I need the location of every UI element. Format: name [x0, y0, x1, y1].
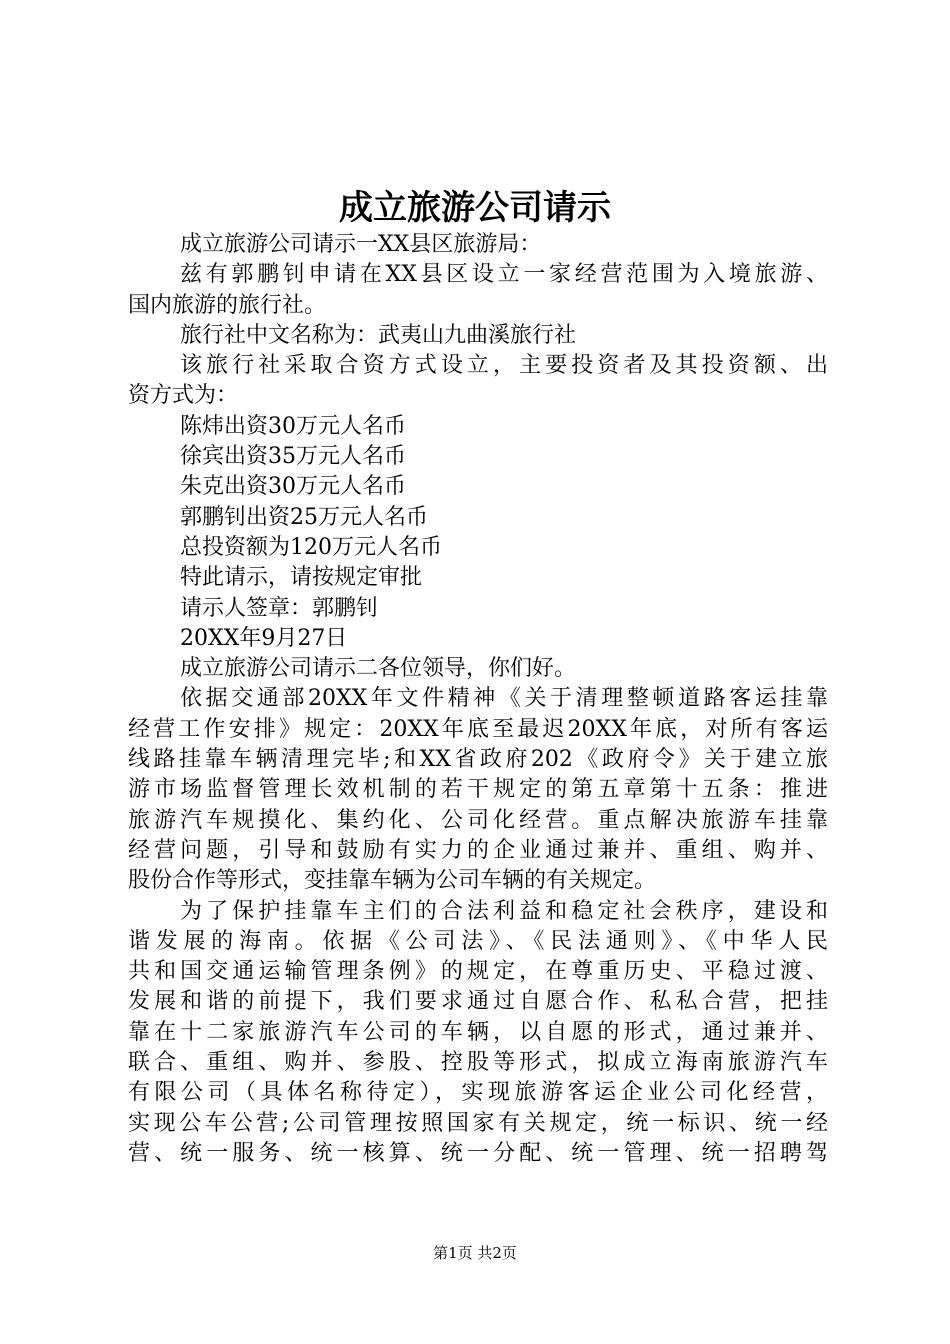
page-number-footer: 第1页 共2页 — [433, 1244, 517, 1262]
paragraph-line: 旅行社中文名称为：武夷山九曲溪旅行社 — [180, 322, 577, 348]
paragraph-line: 朱克出资30万元人名币 — [180, 474, 406, 500]
paragraph-line: 经营工作安排》规定：20XX年底至最迟20XX年底，对所有客运 — [128, 716, 828, 742]
paragraph-line: 郭鹏钊出资25万元人名币 — [180, 504, 428, 530]
paragraph-line: 线路挂靠车辆清理完毕;和XX省政府202《政府令》关于建立旅 — [128, 747, 828, 773]
paragraph-line: 靠在十二家旅游汽车公司的车辆，以自愿的形式，通过兼并、 — [128, 1019, 828, 1045]
paragraph-line: 特此请示，请按规定审批 — [180, 565, 423, 591]
paragraph-line: 实现公车公营;公司管理按照国家有关规定，统一标识、统一经 — [128, 1110, 828, 1136]
paragraph-line: 请示人签章：郭鹏钊 — [180, 595, 379, 621]
paragraph-line: 股份合作等形式，变挂靠车辆为公司车辆的有关规定。 — [128, 868, 657, 894]
paragraph-line: 共和国交通运输管理条例》的规定，在尊重历史、平稳过渡、 — [128, 959, 828, 985]
paragraph-line: 20XX年9月27日 — [180, 625, 348, 651]
paragraph-line: 国内旅游的旅行社。 — [128, 292, 327, 318]
paragraph-line: 依据交通部20XX年文件精神《关于清理整顿道路客运挂靠 — [180, 686, 828, 712]
paragraph-line: 有限公司（具体名称待定），实现旅游客运企业公司化经营， — [128, 1080, 828, 1106]
paragraph-line: 联合、重组、购并、参股、控股等形式，拟成立海南旅游汽车 — [128, 1050, 828, 1076]
paragraph-line: 经营问题，引导和鼓励有实力的企业通过兼并、重组、购并、 — [128, 837, 828, 863]
paragraph-line: 该旅行社采取合资方式设立，主要投资者及其投资额、出 — [180, 353, 828, 379]
document-body — [128, 230, 828, 1169]
document-title: 成立旅游公司请示 — [339, 188, 611, 228]
paragraph-line: 游市场监督管理长效机制的若干规定的第五章第十五条：推进 — [128, 777, 828, 803]
paragraph-line: 总投资额为120万元人名币 — [180, 534, 442, 560]
paragraph-line: 谐发展的海南。依据《公司法》、《民法通则》、《中华人民 — [128, 928, 828, 954]
paragraph-line: 营、统一服务、统一核算、统一分配、统一管理、统一招聘驾 — [128, 1140, 828, 1166]
paragraph-line: 成立旅游公司请示一XX县区旅游局： — [180, 232, 542, 257]
paragraph-line: 资方式为： — [128, 383, 239, 409]
paragraph-line: 徐宾出资35万元人名币 — [180, 444, 406, 470]
paragraph-line: 发展和谐的前提下，我们要求通过自愿合作、私私合营，把挂 — [128, 989, 828, 1015]
paragraph-line: 陈炜出资30万元人名币 — [180, 413, 406, 439]
paragraph-line: 成立旅游公司请示二各位领导，你们好。 — [180, 656, 577, 682]
paragraph-line: 旅游汽车规摸化、集约化、公司化经营。重点解决旅游车挂靠 — [128, 807, 828, 833]
paragraph-line: 为了保护挂靠车主们的合法利益和稳定社会秩序，建设和 — [180, 898, 828, 924]
paragraph-line: 兹有郭鹏钊申请在XX县区设立一家经营范围为入境旅游、 — [180, 262, 828, 288]
